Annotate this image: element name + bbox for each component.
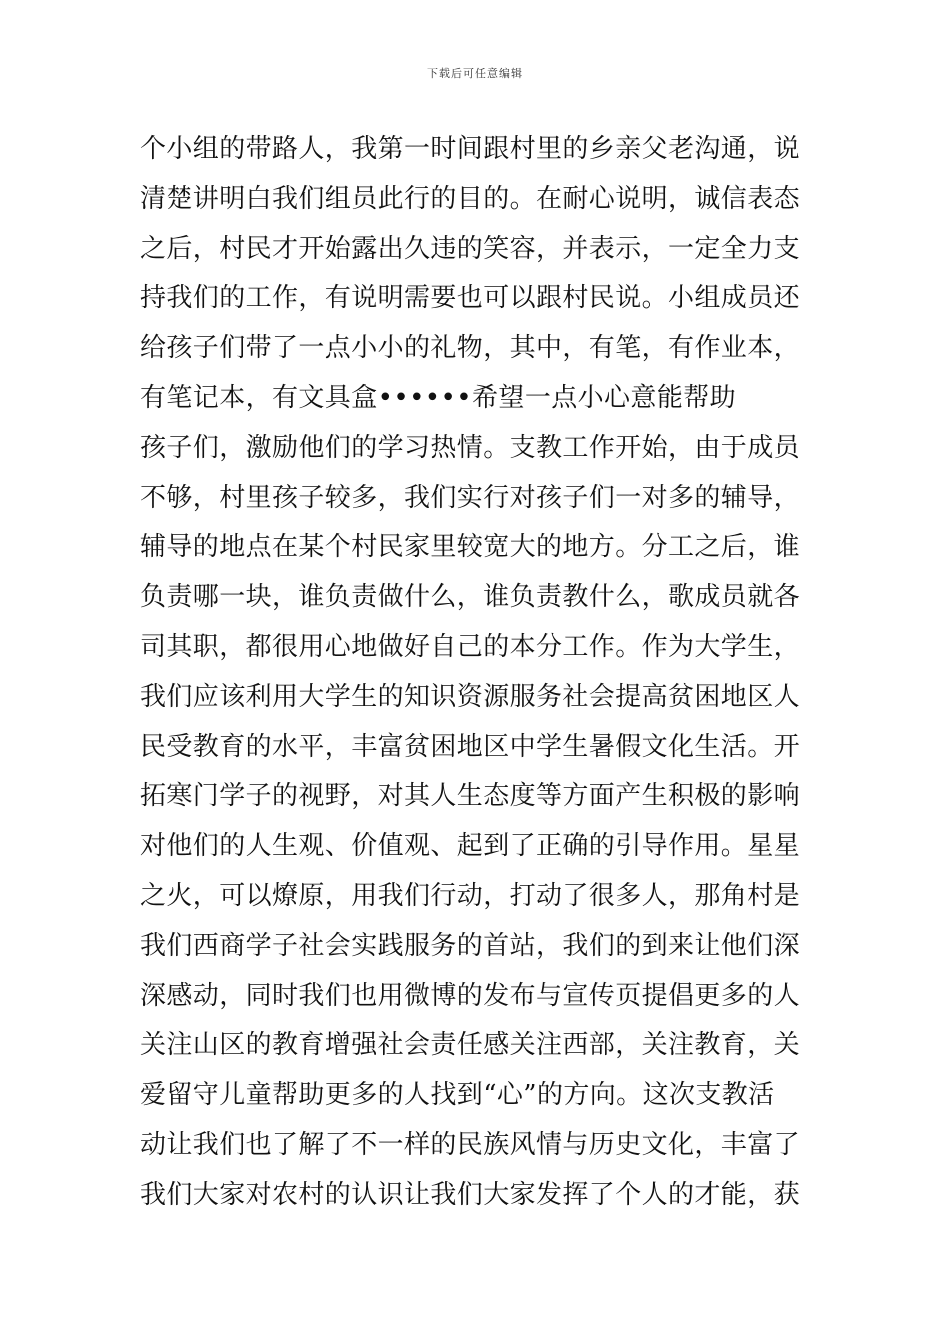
text-line: 孩子们，激励他们的学习热情。支教工作开始，由于成员 <box>140 432 801 463</box>
text-line: 之火，可以燎原，用我们行动，打动了很多人，那角村是 <box>140 880 801 911</box>
text-line: 我们西商学子社会实践服务的首站，我们的到来让他们深 <box>140 930 801 961</box>
text-line: 有笔记本，有文具盒••••••希望一点小心意能帮助 <box>140 382 737 413</box>
text-line: 清楚讲明白我们组员此行的目的。在耐心说明，诚信表态 <box>140 183 801 214</box>
text-line: 深感动，同时我们也用微博的发布与宣传页提倡更多的人 <box>140 980 801 1011</box>
text-line: 持我们的工作，有说明需要也可以跟村民说。小组成员还 <box>140 283 801 314</box>
text-line: 拓寒门学子的视野，对其人生态度等方面产生积极的影响 <box>140 781 801 812</box>
text-line: 司其职，都很用心地做好自己的本分工作。作为大学生， <box>140 631 801 662</box>
text-line: 我们大家对农村的认识让我们大家发挥了个人的才能，获 <box>140 1179 801 1210</box>
page-header-note: 下载后可任意编辑 <box>427 67 523 80</box>
body-paragraph <box>140 125 820 1221</box>
text-line: 给孩子们带了一点小小的礼物，其中，有笔，有作业本， <box>140 333 801 364</box>
text-line: 动让我们也了解了不一样的民族风情与历史文化，丰富了 <box>140 1129 801 1160</box>
text-line: 关注山区的教育增强社会责任感关注西部，关注教育，关 <box>140 1030 801 1061</box>
text-line: 个小组的带路人，我第一时间跟村里的乡亲父老沟通，说 <box>140 134 801 164</box>
text-line: 之后，村民才开始露出久违的笑容，并表示，一定全力支 <box>140 233 801 264</box>
text-line: 不够，村里孩子较多，我们实行对孩子们一对多的辅导， <box>140 482 801 513</box>
text-line: 负责哪一块，谁负责做什么，谁负责教什么，歌成员就各 <box>140 582 801 613</box>
text-line: 对他们的人生观、价值观、起到了正确的引导作用。星星 <box>140 831 801 862</box>
text-line: 辅导的地点在某个村民家里较宽大的地方。分工之后，谁 <box>140 532 801 563</box>
text-line: 民受教育的水平，丰富贫困地区中学生暑假文化生活。开 <box>140 731 801 762</box>
text-line: 我们应该利用大学生的知识资源服务社会提高贫困地区人 <box>140 681 801 712</box>
text-line: 爱留守儿童帮助更多的人找到“心”的方向。这次支教活 <box>140 1080 775 1111</box>
